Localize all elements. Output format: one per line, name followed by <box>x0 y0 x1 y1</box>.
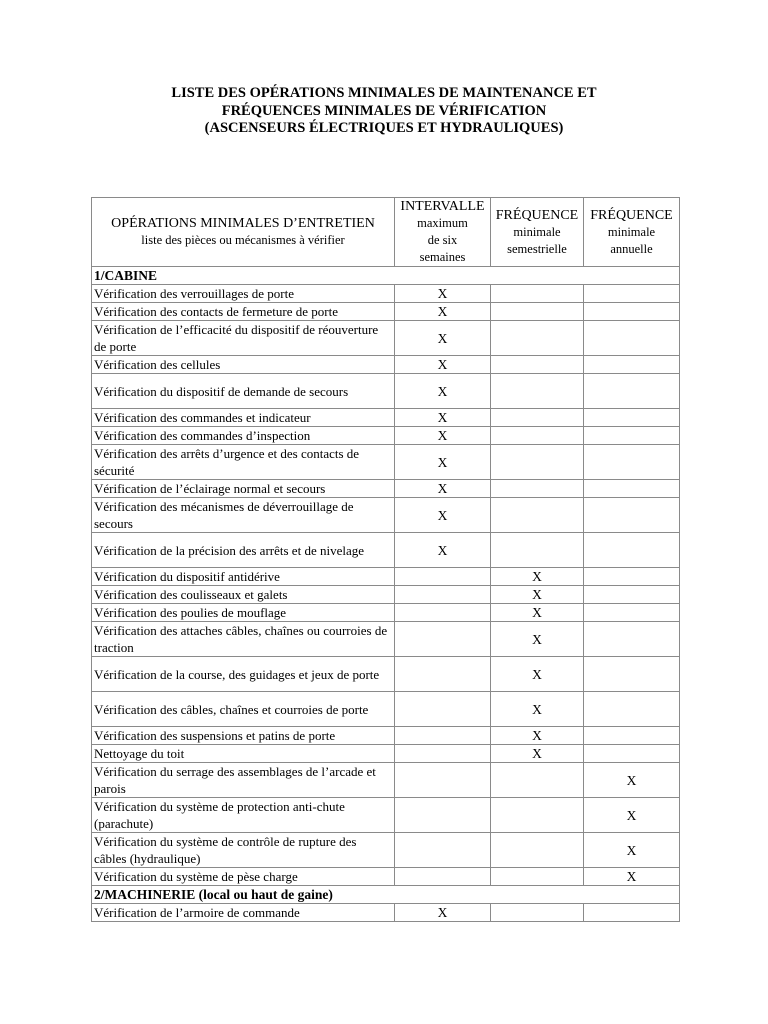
section-row <box>92 267 680 285</box>
mark-annuelle <box>584 321 680 356</box>
mark-six-weeks: X <box>395 409 491 427</box>
header-semestrielle-sub1: minimale <box>513 224 561 239</box>
header-intervalle <box>395 198 491 267</box>
mark-annuelle: X <box>584 868 680 886</box>
section-row <box>92 886 680 904</box>
mark-six-weeks <box>395 568 491 586</box>
mark-six-weeks <box>395 622 491 657</box>
table-row <box>92 356 680 374</box>
mark-semestrielle <box>491 904 584 922</box>
mark-annuelle <box>584 586 680 604</box>
mark-semestrielle <box>491 285 584 303</box>
operation-label: Vérification des câbles, chaînes et courroies de porte <box>92 692 395 727</box>
header-intervalle-sub2: de six <box>427 233 458 247</box>
table-header-row <box>92 198 680 267</box>
mark-six-weeks: X <box>395 533 491 568</box>
table-row <box>92 763 680 798</box>
table-row <box>92 692 680 727</box>
table-row <box>92 868 680 886</box>
table-row <box>92 904 680 922</box>
table-row <box>92 657 680 692</box>
mark-semestrielle <box>491 868 584 886</box>
operation-label: Vérification de la course, des guidages et jeux de porte <box>92 657 395 692</box>
mark-semestrielle: X <box>491 586 584 604</box>
mark-annuelle: X <box>584 833 680 868</box>
mark-six-weeks <box>395 798 491 833</box>
header-intervalle-main: INTERVALLE <box>400 199 485 214</box>
mark-six-weeks: X <box>395 498 491 533</box>
mark-semestrielle <box>491 321 584 356</box>
table-body <box>92 267 680 922</box>
table-row <box>92 586 680 604</box>
table-row <box>92 727 680 745</box>
mark-semestrielle <box>491 833 584 868</box>
header-semestrielle-main: FRÉQUENCE <box>495 207 579 223</box>
mark-semestrielle <box>491 303 584 321</box>
maintenance-table <box>91 197 680 922</box>
table-row <box>92 321 680 356</box>
mark-annuelle <box>584 622 680 657</box>
operation-label: Vérification des cellules <box>92 356 395 374</box>
mark-semestrielle <box>491 374 584 409</box>
mark-six-weeks: X <box>395 904 491 922</box>
mark-semestrielle <box>491 533 584 568</box>
operation-label: Vérification des suspensions et patins de porte <box>92 727 395 745</box>
operation-label: Vérification de l’armoire de commande <box>92 904 395 922</box>
table-row <box>92 374 680 409</box>
mark-annuelle <box>584 303 680 321</box>
mark-six-weeks <box>395 692 491 727</box>
mark-annuelle <box>584 533 680 568</box>
title-line-2: FRÉQUENCES MINIMALES DE VÉRIFICATION <box>221 102 547 119</box>
mark-six-weeks <box>395 763 491 798</box>
mark-semestrielle <box>491 480 584 498</box>
table-row <box>92 480 680 498</box>
mark-annuelle <box>584 904 680 922</box>
header-annuelle-sub2: annuelle <box>610 241 653 256</box>
mark-six-weeks <box>395 833 491 868</box>
mark-semestrielle <box>491 409 584 427</box>
operation-label: Vérification du serrage des assemblages de l’arcade et parois <box>92 763 395 798</box>
mark-annuelle <box>584 480 680 498</box>
table-row <box>92 798 680 833</box>
mark-six-weeks: X <box>395 285 491 303</box>
mark-six-weeks <box>395 586 491 604</box>
table-row <box>92 445 680 480</box>
header-intervalle-sub1: maximum <box>417 216 468 230</box>
mark-six-weeks: X <box>395 445 491 480</box>
operation-label: Vérification du dispositif de demande de secours <box>92 374 395 409</box>
operation-label: Nettoyage du toit <box>92 745 395 763</box>
mark-six-weeks <box>395 745 491 763</box>
mark-semestrielle <box>491 356 584 374</box>
mark-semestrielle: X <box>491 657 584 692</box>
mark-annuelle: X <box>584 763 680 798</box>
operation-label: Vérification de l’efficacité du dispositif de réouverture de porte <box>92 321 395 356</box>
mark-six-weeks: X <box>395 480 491 498</box>
header-intervalle-sub3: semaines <box>419 250 466 264</box>
section-label: 2/MACHINERIE (local ou haut de gaine) <box>92 886 680 904</box>
section-label: 1/CABINE <box>92 267 680 285</box>
table-row <box>92 622 680 657</box>
title-line-3: (ASCENSEURS ÉLECTRIQUES ET HYDRAULIQUES) <box>204 120 564 136</box>
mark-annuelle <box>584 356 680 374</box>
mark-annuelle <box>584 727 680 745</box>
operation-label: Vérification du système de pèse charge <box>92 868 395 886</box>
mark-semestrielle: X <box>491 692 584 727</box>
mark-annuelle <box>584 409 680 427</box>
mark-annuelle <box>584 285 680 303</box>
table-row <box>92 285 680 303</box>
operation-label: Vérification des contacts de fermeture de porte <box>92 303 395 321</box>
mark-semestrielle <box>491 445 584 480</box>
mark-annuelle <box>584 427 680 445</box>
header-semestrielle <box>491 198 584 267</box>
mark-six-weeks: X <box>395 374 491 409</box>
table-row <box>92 604 680 622</box>
operation-label: Vérification des poulies de mouflage <box>92 604 395 622</box>
table-row <box>92 568 680 586</box>
mark-annuelle: X <box>584 798 680 833</box>
mark-annuelle <box>584 692 680 727</box>
operation-label: Vérification de la précision des arrêts et de nivelage <box>92 533 395 568</box>
table-row <box>92 498 680 533</box>
mark-six-weeks <box>395 727 491 745</box>
mark-semestrielle <box>491 798 584 833</box>
table-row <box>92 745 680 763</box>
header-annuelle <box>584 198 680 267</box>
mark-annuelle <box>584 604 680 622</box>
operation-label: Vérification des coulisseaux et galets <box>92 586 395 604</box>
operation-label: Vérification des commandes et indicateur <box>92 409 395 427</box>
document-title <box>0 85 768 138</box>
table-row <box>92 833 680 868</box>
mark-annuelle <box>584 657 680 692</box>
mark-semestrielle: X <box>491 622 584 657</box>
mark-annuelle <box>584 568 680 586</box>
mark-six-weeks: X <box>395 321 491 356</box>
table-row <box>92 303 680 321</box>
operation-label: Vérification du système de contrôle de rupture des câbles (hydraulique) <box>92 833 395 868</box>
mark-semestrielle: X <box>491 745 584 763</box>
mark-semestrielle <box>491 498 584 533</box>
header-annuelle-sub1: minimale <box>607 224 656 239</box>
operation-label: Vérification des commandes d’inspection <box>92 427 395 445</box>
mark-semestrielle <box>491 763 584 798</box>
operation-label: Vérification du dispositif antidérive <box>92 568 395 586</box>
operation-label: Vérification du système de protection anti-chute (parachute) <box>92 798 395 833</box>
mark-semestrielle: X <box>491 727 584 745</box>
operation-label: Vérification des attaches câbles, chaînes ou courroies de traction <box>92 622 395 657</box>
header-operations <box>92 198 395 267</box>
mark-six-weeks <box>395 657 491 692</box>
mark-six-weeks: X <box>395 356 491 374</box>
title-line-1: LISTE DES OPÉRATIONS MINIMALES DE MAINTENANCE ET <box>171 85 597 101</box>
mark-semestrielle: X <box>491 568 584 586</box>
header-semestrielle-sub2: semestrielle <box>507 241 567 256</box>
mark-semestrielle: X <box>491 604 584 622</box>
mark-semestrielle <box>491 427 584 445</box>
table-row <box>92 533 680 568</box>
header-annuelle-main: FRÉQUENCE <box>590 207 673 223</box>
header-operations-main: OPÉRATIONS MINIMALES D’ENTRETIEN <box>111 216 375 231</box>
table-row <box>92 409 680 427</box>
operation-label: Vérification des verrouillages de porte <box>92 285 395 303</box>
mark-six-weeks: X <box>395 303 491 321</box>
mark-six-weeks <box>395 604 491 622</box>
mark-six-weeks: X <box>395 427 491 445</box>
mark-six-weeks <box>395 868 491 886</box>
operation-label: Vérification des arrêts d’urgence et des contacts de sécurité <box>92 445 395 480</box>
mark-annuelle <box>584 498 680 533</box>
mark-annuelle <box>584 745 680 763</box>
operation-label: Vérification des mécanismes de déverrouillage de secours <box>92 498 395 533</box>
table-row <box>92 427 680 445</box>
mark-annuelle <box>584 445 680 480</box>
operation-label: Vérification de l’éclairage normal et secours <box>92 480 395 498</box>
header-operations-sub: liste des pièces ou mécanismes à vérifier <box>141 233 345 247</box>
mark-annuelle <box>584 374 680 409</box>
